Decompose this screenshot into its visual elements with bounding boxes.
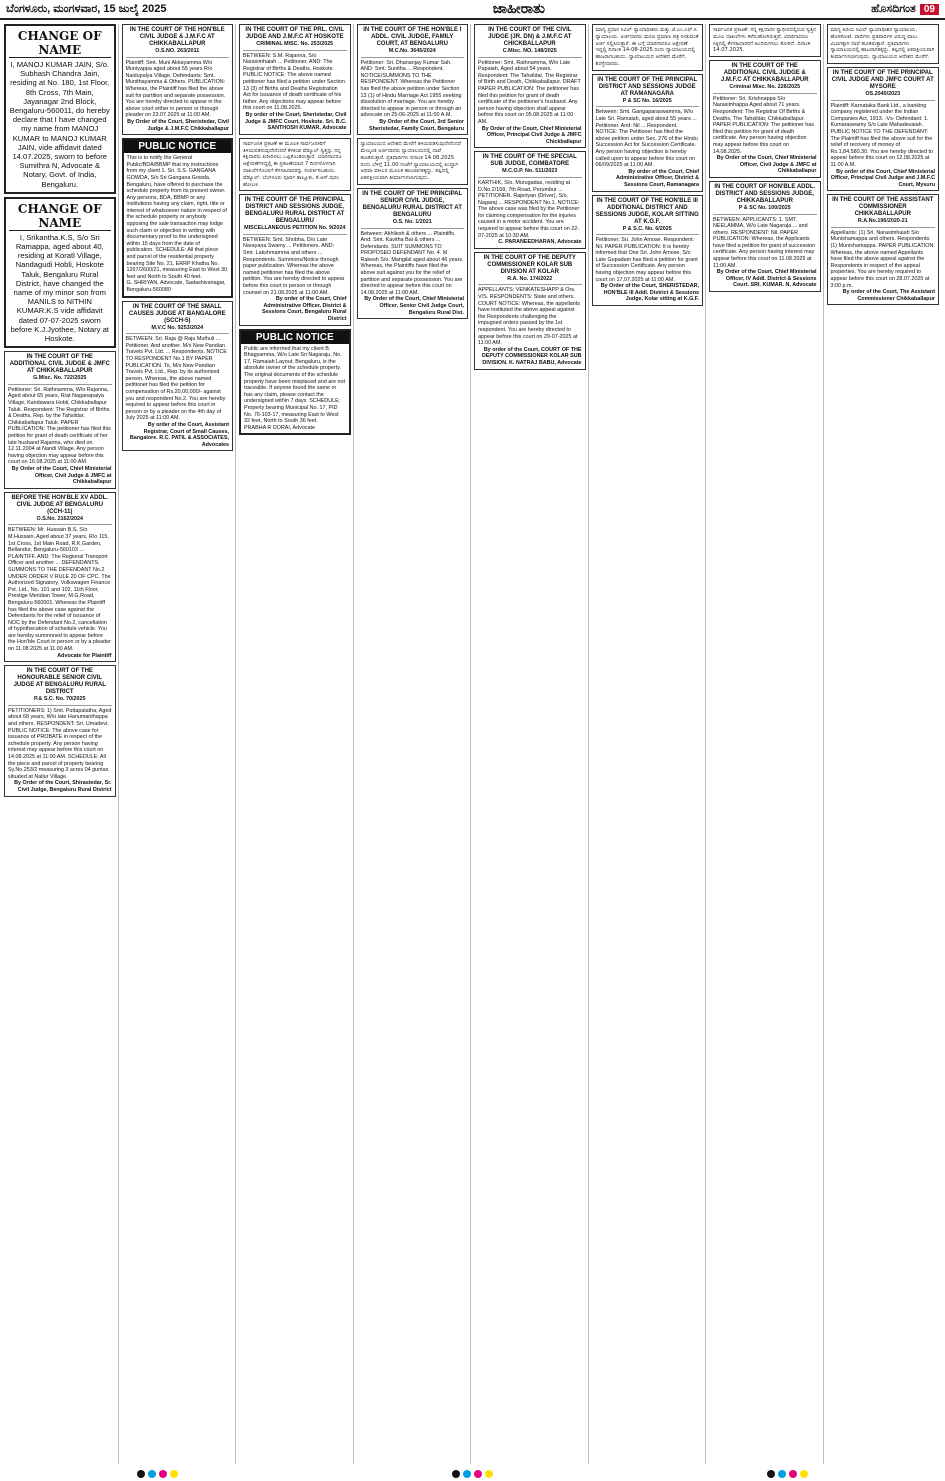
magenta-dot <box>474 1470 482 1478</box>
notice-heading: Criminal Misc. No. 226/2025 <box>729 84 801 91</box>
notice-body: Public are informed that my client B. Bhagyamma, W/o Late Sri Nagaraju, No. 17, Ramaiah Layout, Bengaluru, is the absolute owner of the schedule property. The original documents of the schedule property have been misplaced and are not traceable. If anyone found the same or has any claim, please contact the undersigned within 7 days. SCHEDULE: Property bearing Municipal No. 17, PID No. 76-103-17, measuring East to West 32 feet, North to South 36 feet. <box>244 345 345 425</box>
notice-signature: By order of the Court, The Assistant Commissioner Chikkaballapur <box>842 289 935 302</box>
notice-heading: IN THE COURT OF THE PRINCIPAL DISTRICT AND SESSIONS JUDGE, BENGALURU RURAL DISTRICT AT BENGALURU <box>244 197 345 225</box>
color-marks-right <box>767 1470 808 1478</box>
court-notice <box>827 194 940 305</box>
notice-heading: P & SC No. 100/2025 <box>738 204 791 211</box>
column-4 <box>357 24 472 1464</box>
color-marks-left <box>137 1470 178 1478</box>
notice-signature: By order of the Court, Sheristedar, Civil Judge & JMFC Court, Hoskote. Sri. B.C. SANTHOSH KUMAR, Advocate <box>244 111 347 132</box>
notice-signature: By Order of the Court, 3rd Senior Sheristedar, Family Court, Bengaluru <box>369 118 464 132</box>
kannada-notice <box>709 24 821 57</box>
notice-heading: OS.2040/2023 <box>865 90 901 97</box>
court-notice <box>474 151 586 249</box>
notice-signature: C. PARANEEDHARAN, Advocate <box>498 239 582 246</box>
notice-heading: O.S.NO. 263/2011 <box>155 48 200 54</box>
notice-divider <box>596 106 700 107</box>
color-marks-center <box>452 1470 493 1478</box>
notice-heading: M.C.O.P. No. 511/2023 <box>502 168 558 175</box>
notice-heading: CRIMINAL MISC. No. 253/2025 <box>256 41 334 47</box>
notice-heading: IN THE COURT OF THE HON'BLE I ADDL. CIVIL JUDGE, FAMILY COURT, AT BENGALURU <box>363 27 462 47</box>
column-2 <box>122 24 237 1464</box>
notice-body: APPELLANTS: VENKATESHAPP & Ors. V/S. RESPONDENTS: State and others. COURT NOTICE: Whereas, the appellants have instituted the above appeal against the Respondents challenging the impugned orders passed by the 1st respondent. You are hereby directed to appear before this court on 29-07-2025 at 11:00 AM. <box>478 287 580 347</box>
masthead-date: ಬೆಂಗಳೂರು, ಮಂಗಳವಾರ, 15 ಜುಲೈ 2025 <box>6 2 167 15</box>
notice-body: ನ್ಯಾಯಾಲಯದ ಆದೇಶದ ಮೇರೆಗೆ ತಿಳಿಯಪಡಿಸುವುದೇನೆಂದರೆ ಮೇಲ್ಕಂಡ ಅರ್ಜಿದಾರರು ನ್ಯಾಯಾಲಯದಲ್ಲಿ ದಾವೆ ಹೂಡಿರುತ್ತಾರೆ. ಪ್ರತಿವಾದಿಗಳು ದಿನಾಂಕ 14.08.2025 ರಂದು ಬೆಳಿಗ್ಗೆ 11.00 ಗಂಟೆಗೆ ನ್ಯಾಯಾಲಯದಲ್ಲಿ ಖುದ್ದಾಗಿ ಅಥವಾ ವಕೀಲರ ಮೂಲಕ ಹಾಜರಾಗತಕ್ಕದ್ದು. ತಪ್ಪಿದಲ್ಲಿ ಏಕಪಕ್ಷೀಯವಾಗಿ ತೀರ್ಮಾನಿಸಲಾಗುವುದು. <box>360 141 461 182</box>
notice-divider <box>831 100 936 101</box>
notice-signature: By order of the Court, Chief Administrative Officer, District & Sessions Court, Ramanagara <box>616 168 699 188</box>
cyan-dot <box>148 1470 156 1478</box>
notice-body: Appellants: (1) Sri. Narasimhaiah S/o Munishamappa and others. Respondents: (1) Munishamappa. PAPER PUBLICATION: Whereas, the above named Appellants have filed the above appeal against the Respondents in respect of the appeal properties. You are hereby required to appear before this court on 28.07.2025 at 3:00 p.m. <box>830 229 935 289</box>
notice-body: Between: Akhilesh & others ... Plaintiffs. And: Smt. Kavitha Bai & others ... Defendants. SUIT SUMMONS TO PROPOSED DEFENDANT No. 4. M. Rakesh S/o. Mangilal aged about 46 years. Whereas, the Plaintiffs have filed the above suit against you for the relief of partition and separate possession. You are directed to appear before this court on 14.08.2025 at 11:00 AM. <box>360 230 464 296</box>
notice-heading: BEFORE THE HON'BLE XV ADDL. CIVIL JUDGE AT BENGALURU (CCH-11) <box>11 494 109 515</box>
notice-signature: By Order of the Court, Chief Ministerial Officer, Senior Civil Judge Court, Bengaluru Rural Dist. <box>364 296 464 316</box>
notice-signature: By Order of the Court, Chief Ministerial Officer, IV Addl. District & Sessions Court. SRI. KUMAR. N, Advocate <box>716 269 817 289</box>
notice-heading: IN THE COURT OF THE ADDITIONAL CIVIL JUDGE & J.M.F.C AT CHIKKABALLAPUR <box>720 63 809 84</box>
notice-heading: IN THE COURT OF THE PRINCIPAL SENIOR CIVIL JUDGE, BENGALURU RURAL DISTRICT AT BENGALURU <box>362 190 463 218</box>
notice-heading: IN THE COURT OF THE HONOURABLE SENIOR CIVIL JUDGE AT BENGALURU RURAL DISTRICT <box>13 668 106 696</box>
masthead-paper-name: ಜಾಹೀರಾತು <box>492 1 545 17</box>
notice-divider <box>243 50 347 51</box>
notice-heading: M.C.No. 3645/2024 <box>388 48 436 54</box>
column-3 <box>239 24 354 1464</box>
notice-title: CHANGE OF NAME <box>9 202 111 231</box>
kannada-notice <box>592 24 704 71</box>
notice-body: BETWEEN: Mr. Hussain B.S, S/o M.Hussain, Aged about 37 years, R/o 115, 1st Cross, 1st Main Road, R.K.Garden, Bellandur, Bengaluru-560103 ... PLAINTIFF. AND: The Regional Transport Officer and another ... DEFENDANTS. SUMMONS TO THE DEFENDANT No.2 UNDER ORDER V RULE 20 OF CPC. The Authorized Signatory, Volkswagen Finance Pvt. Ltd., No. 101 and 102, 11th Floor, Prestige Meridian Tower, M.G.Road, Bengaluru-560001. Whereas the Plaintiff has filed the above case against the Defendants for the relief of issuance of NOC by the Defendant No.2, cancellation of hypothecation of schedule vehicle. You are hereby summoned to appear before the Hon'ble Court in person or by a pleader on 11.08.2025 at 11.00 AM. <box>8 527 111 653</box>
notices-page <box>4 24 941 1464</box>
notice-signature: By Order of the Court, SHERISTEDAR, HON'BLE III Addl. District & Sessions Judge, Kolar sitting at K.G.F. <box>600 283 699 303</box>
notice-body: Petitioner: Sri. Krishnappa S/o Narasimhappa Aged about 71 years. Respondent: The Registrar Of Births & Deaths, The Tahsildar, Chikkaballapur. PAPER PUBLICATION: The petitioner has filed this petition for grant of death certificate. Any person having objection may appear before this court on 14.08.2025. <box>713 95 814 155</box>
notice-signature: PRABHA R DORAI, Advocate <box>244 424 316 431</box>
notice-title: CHANGE OF NAME <box>9 29 111 58</box>
notice-divider <box>361 57 465 58</box>
notice-heading: R.A.No.196/2020-21 <box>857 218 908 225</box>
court-notice <box>474 24 586 148</box>
notice-body: Plaintiff: Smt. Muni Akkayamma W/o Muniyappa aged about 55 years R/o Naidupalya Village. Defendants: Smt. Munithayamma & Others. PUBLICATION: Whereas, the Plaintiff has filed the above suit for partition and separate possession. You are hereby directed to appear in the above court either in person or through pleader on 23.07.2025 at 11:00 AM. <box>125 59 226 119</box>
court-notice <box>4 351 116 489</box>
court-notice <box>239 24 351 135</box>
court-notice <box>592 74 704 192</box>
notice-signature: By Order of the Court, Sheristedar, Civil Judge & J.M.F.C Chikkaballapur <box>127 118 229 132</box>
notice-body: Petitioner: Sri. Rathnamma, W/o Rajanna, Aged about 65 years, R/at Naganapalya Village, Kandawara Hobli, Chikkaballapur Taluk. Respondent: The Registrar of Births & Deaths, Rep. by the Tahsildar, Chikkaballapur Taluk. PAPER PUBLICATION: The petitioner has filed this petition for grant of death certificate of her late husband Rajanna, who died on 12.11.2004 at Nandi Village. Any person having objection may appear before this court on 16.08.2025 at 11:00 AM. <box>8 386 111 466</box>
notice-signature: By order of the Court, Assistant Registrar, Court of Small Causes, Bangalore. R.C. PATIL & ASSOCIATES, Advocates <box>129 421 229 448</box>
masthead-right <box>871 3 939 16</box>
notice-body: Plaintiff: Karnataka Bank Ltd., a banking company registered under the Indian Companies Act, 1913. -Vs- Defendant: 1. Kumaraswamy S/o Late Mahadevaiah. PUBLIC NOTICE TO THE DEFENDANT: The Plaintiff has filed the above suit for the relief of recovery of money of Rs.1,84,580.30. You are hereby directed to appear before this court on 12.08.2025 at 11.00 A.M. <box>830 102 933 168</box>
court-notice <box>474 252 586 370</box>
notice-heading: IN THE COURT OF THE HON'BLE III ADDITIONAL DISTRICT AND SESSIONS JUDGE, KOLAR SITTING AT K.G.F. <box>595 197 699 225</box>
notice-heading: M.V.C No. 9253/2024 <box>151 324 204 331</box>
notice-signature: By Order of the Court, Shirastedar, Sr. Civil Judge, Bengaluru Rural District <box>14 780 112 793</box>
notice-signature: Advocate for Plaintiff <box>57 652 112 659</box>
magenta-dot <box>159 1470 167 1478</box>
masthead <box>0 0 945 20</box>
notice-heading: IN THE COURT OF THE CIVIL JUDGE (JR. DN) & J.M.F.C AT CHICKBALLAPUR <box>488 27 572 47</box>
notice-heading: IN THE COURT OF THE SMALL CAUSES JUDGE AT BANGALORE (SCCH-5) <box>128 303 226 324</box>
column-1 <box>4 24 119 1464</box>
court-notice <box>239 194 351 325</box>
notice-heading: C.Misc. NO. 148/2025 <box>502 48 557 54</box>
notice-heading: IN THE COURT OF THE HON'BLE CIVIL JUDGE & J.M.F.C AT CHIKKABALLAPUR <box>129 27 225 47</box>
notice-heading: P & S.C. No. 6/2025 <box>622 225 672 232</box>
notice-body: BETWEEN: S.M. Rajanna, S/o Narasimhaiah ... Petitioner. AND: The Registrar of Births & Deaths, Hoskote. PUBLIC NOTICE: The above named petitioner has filed a petition under Section 13 (3) of Births and Deaths Registration Act for issuance of death certificate of his father. Any objections may appear before this court on 11.08.2025. <box>243 52 345 112</box>
notice-body: ಮಾನ್ಯ ಪ್ರಧಾನ ಸಿವಿಲ್ ನ್ಯಾಯಾಧೀಶರು ಮತ್ತು ಜೆ.ಎಂ.ಎಫ್.ಸಿ ನ್ಯಾಯಾಲಯ. ಅರ್ಜಿದಾರರು ಮರಣ ಪ್ರಮಾಣ ಪತ್ರ ನೀಡುವಂತೆ ಅರ್ಜಿ ಸಲ್ಲಿಸಿರುತ್ತಾರೆ. ಈ ಬಗ್ಗೆ ಯಾರಿಗಾದರೂ ಆಕ್ಷೇಪಣೆ ಇದ್ದಲ್ಲಿ ದಿನಾಂಕ 14-08-2025 ರಂದು ನ್ಯಾಯಾಲಯದಲ್ಲಿ ಹಾಜರಾಗಬಹುದು. ನ್ಯಾಯಾಲಯದ ಆದೇಶದ ಮೇರೆಗೆ, ಶಿರಸ್ತೇದಾರರು. <box>595 27 699 67</box>
column-6 <box>592 24 707 1464</box>
notice-body: Petitioner: Smt. Rathnamma, W/o Late Papaiah, Aged about 54 years. Respondent: The Tahsildar, The Registrar of Birth and Death, Chikkaballapur. DRAFT PAPER PUBLICATION: The petitioner has filed this petition for grant of death certificate of the petitioner's husband. Any person having objection shall appear before this court on 05.08.2025 at 11:00 AM. <box>478 59 581 125</box>
change-of-name-notice <box>4 197 116 348</box>
notice-body: BETWEEN: Sri. Raja @ Raju Muthuli ... Petitioner. And another. M/s New Pandian Travels Pvt. Ltd. ... Respondents. NOTICE TO RESPONDENT No.1 BY PAPER PUBLICATION. To, M/s New Pandian Travels Pvt. Ltd., Rep. by its authorized person. Whereas, the above named petitioner has filed the petition for compensation of Rs.20,00,000/- against you and respondent No.2. You are hereby required to appear before this court in person or by a pleader on the 4th day of July 2025 at 11:00 AM. <box>125 336 227 422</box>
notice-heading: MISCELLANEOUS PETITION No. 9/2024 <box>244 225 346 232</box>
masthead-right-label: ಹೊಸದಿಗಂತ <box>871 2 916 15</box>
court-notice <box>122 301 234 452</box>
notice-heading: IN THE COURT OF THE SPECIAL SUB JUDGE, COIMBATORE <box>482 154 577 168</box>
notice-heading: O.S. No. 1/2021 <box>392 218 432 225</box>
notice-body: I, Srikantha.K.S, S/o Sri Ramappa, aged about 40, residing at Koratl Village, Nandagudi Hobli, Hoskote Taluk, Bengaluru Rural District, have changed the name of my minor son from MANILS to NITHIN KUMAR.K.S vide affidavit dated 07-07-2025 sworn before K.J.Jyothee, Notary at Hoskote. <box>10 232 109 344</box>
notice-signature: G. SHRIYAN, Advocate, Sadashivanagar, Bengaluru-560080 <box>126 280 226 293</box>
notice-body: Petitioner: Sri. Dhananjay Kumar Sah. AND: Smt. Sunitha ... Respondent. NOTICE/SUMMONS TO THE RESPONDENT. Whereas the Petitioner has filed the above petition under Section 13 (1) of Hindu Marriage Act 1955 seeking dissolution of marriage. You are hereby directed to appear in person or through an advocate on 25-06-2025 at 11:00 A.M. <box>360 59 462 119</box>
black-dot <box>137 1470 145 1478</box>
notice-signature: By Order of the Court, Chief Ministerial Officer, Civil Judge & JMFC at Chikkaballapur <box>716 155 817 175</box>
notice-divider <box>478 57 582 58</box>
court-notice <box>4 665 116 796</box>
notice-signature: By Order of the Court, Chief Ministerial Officer, Principal Civil Judge & JMFC Chickballapur <box>481 125 582 145</box>
notice-body: Petitioner: Sri. John Amose. Respondent: Nil. PAPER PUBLICATION: It is hereby informed that One Sri. John Amose, S/o Late Gupadam has filed a petition for grant of Succession Certificate. Any person having objection may appear before this court on 17.07.2025 at 11:00 AM. <box>595 237 698 283</box>
yellow-dot <box>170 1470 178 1478</box>
notice-body: I, MANOJ KUMAR JAIN, S/o. Subhash Chandra Jain, residing at No. 180, 1st Floor, 8th Cross, 7th Main, Jayanagar 2nd Block, Bengaluru-560011, do hereby declare that I have changed my name from MANOJ KUMAR to MANOJ KUMAR JAIN, vide affidavit dated 14.07.2025, sworn to before Sumithra N, Advocate & Notary, Govt. of India, Bengaluru. <box>9 60 110 189</box>
kannada-notice <box>239 138 351 192</box>
court-notice <box>709 60 821 178</box>
notice-body: BETWEEN: Smt. Shobha, D/o Late Narayana Swamy ... Petitioners. AND: Smt. Lakshmamma and others ... Respondents. Summons/Notice through paper publication. Whereas the above named petitioner has filed the above petition. You are hereby directed to appear before this court in person or through counsel on 21.08.2025 at 11:00 AM. <box>243 236 345 296</box>
notice-heading: O.S.No. 2162/2024 <box>36 515 83 522</box>
cyan-dot <box>463 1470 471 1478</box>
notice-signature: By order of the Court, Chief Ministerial Officer, Principal Civil Judge and J.M.F.C Court, Mysuru <box>830 168 935 188</box>
notice-heading: IN THE COURT OF THE PRL. CIVIL JUDGE AND J.M.F.C AT HOSKOTE <box>245 27 345 40</box>
notice-divider <box>8 705 112 706</box>
notice-divider <box>713 214 817 215</box>
black-dot <box>452 1470 460 1478</box>
public-notice <box>122 138 234 297</box>
notice-divider <box>243 234 347 235</box>
notice-body: ಸಾರ್ವಜನಿಕ ಪ್ರಕಟಣೆ ಈ ಮೂಲಕ ಸಾರ್ವಜನಿಕರಿಗೆ ತಿಳಿಯಪಡಿಸುವುದೇನೆಂದರೆ ಕೆಳಕಂಡ ಷೆಡ್ಯೂಲ್ ಸ್ವತ್ತನ್ನು ನನ್ನ ಕಕ್ಷಿದಾರರು ಖರೀದಿಸಲು ಒಪ್ಪಿಕೊಂಡಿರುತ್ತಾರೆ. ಯಾರಿಗಾದರೂ ಆಕ್ಷೇಪಣೆಗಳಿದ್ದಲ್ಲಿ ಈ ಪ್ರಕಟಣೆಯಾದ 7 ದಿನಗಳೊಳಗಾಗಿ ದಾಖಲೆಗಳೊಂದಿಗೆ ಕೆಳಸಹಿದಾರರನ್ನು ಸಂಪರ್ಕಿಸಬಹುದು. ಷೆಡ್ಯೂಲ್: ಬೆಂಗಳೂರು ಪೂರ್ವ ತಾಲ್ಲೂಕು, ಕೆ.ಆರ್.ಪುರಂ ಹೋಬಳಿ. <box>243 140 342 188</box>
notice-divider <box>596 234 700 235</box>
court-notice <box>357 24 469 135</box>
column-5 <box>474 24 589 1464</box>
notice-heading: G.Misc. No. 722/2025 <box>33 375 87 382</box>
black-dot <box>767 1470 775 1478</box>
notice-divider <box>126 333 230 334</box>
notice-body: ಸಾರ್ವಜನಿಕ ಪ್ರಕಟಣೆ: ನನ್ನ ಕಕ್ಷಿದಾರರ ಸ್ವಾಧೀನದಲ್ಲಿರುವ ಸ್ವತ್ತಿನ ಮೂಲ ದಾಖಲೆಗಳು ಕಳೆದುಹೋಗಿರುತ್ತವೆ. ಯಾರಿಗಾದರೂ ಸಿಕ್ಕಿದಲ್ಲಿ ಕೆಳಸಹಿದಾರರಿಗೆ ಹಿಂದಿರುಗಿಸಲು ಕೋರಿದೆ. ದಿನಾಂಕ 14.07.2025. <box>713 27 817 54</box>
notice-divider <box>713 93 817 94</box>
notice-heading: IN THE COURT OF HON'BLE ADDL. DISTRICT AND SESSIONS JUDGE, CHIKKABALLAPUR <box>714 183 816 204</box>
notice-heading: P & SC No. 16/2025 <box>622 97 672 104</box>
court-notice <box>592 195 704 307</box>
notice-divider <box>831 227 936 228</box>
public-notice <box>239 329 351 436</box>
column-7 <box>709 24 824 1464</box>
notice-heading: IN THE COURT OF THE DEPUTY COMMISSIONER KOLAR SUB DIVISION AT KOLAR <box>483 254 576 275</box>
notice-heading: IN THE COURT OF THE PRINCIPAL CIVIL JUDGE AND JMFC COURT AT MYSORE <box>831 69 934 90</box>
yellow-dot <box>485 1470 493 1478</box>
court-notice <box>827 67 940 191</box>
notice-divider <box>8 384 112 385</box>
court-notice <box>709 181 821 292</box>
notice-signature: By order of the Court, Chief Administrative Officer, District & Sessions Court, Bengaluru Rural District <box>262 296 347 323</box>
notice-body: KARTHIK, S/o. Murugadas, residing at D.No.2/168, 7th Road, Perumbur ... PETITIONER. Rajeriyan (Driver), S/o. Nagaraj ... RESPONDENT No.1. NOTICE: The above case was filed by the Petitioner for claiming compensation for the injuries caused in a motor accident. You are required to appear before this court on 22-07-2025 at 10:30 AM. <box>478 179 580 239</box>
notice-title: PUBLIC NOTICE <box>241 331 349 344</box>
notice-body: ಮಾನ್ಯ ಹಿರಿಯ ಸಿವಿಲ್ ನ್ಯಾಯಾಧೀಶರ ನ್ಯಾಯಾಲಯ, ಹೊಸಕೋಟೆ. ವಾದಿಗಳು ಪ್ರತಿವಾದಿಗಳ ವಿರುದ್ಧ ಪಾಲು ವಿಭಾಗಕ್ಕಾಗಿ ದಾವೆ ಹೂಡಿರುತ್ತಾರೆ. ಪ್ರತಿವಾದಿಗಳು ನ್ಯಾಯಾಲಯದಲ್ಲಿ ಹಾಜರಾಗತಕ್ಕದ್ದು. ತಪ್ಪಿದಲ್ಲಿ ಏಕಪಕ್ಷೀಯವಾಗಿ ತೀರ್ಮಾನಿಸಲಾಗುವುದು. ನ್ಯಾಯಾಲಯದ ಆದೇಶದ ಮೇರೆಗೆ. <box>830 27 935 61</box>
notice-heading: IN THE COURT OF THE ADDITIONAL CIVIL JUDGE & JMFC AT CHIKKABALLAPUR <box>9 354 110 375</box>
notice-heading: P.& S.C. No. 70/2025 <box>34 696 86 703</box>
notice-divider <box>478 177 582 178</box>
notice-heading: R.A. No. 174/2022 <box>507 275 553 282</box>
kannada-notice <box>357 138 469 185</box>
notice-body: BETWEEN: APPLICANTS: 1. SMT. NEELAMMA, W/o Late Nagaraja ... and others. RESPONDENT: Nil. PAPER PUBLICATION: Whereas, the Applicants have filed a petition for grant of succession certificate. Any person having interest may appear before this court on 11.08.2025 at 11:00 AM. <box>713 216 816 269</box>
court-notice <box>4 492 116 662</box>
change-of-name-notice <box>4 24 116 194</box>
print-registration-marks <box>0 1466 945 1481</box>
column-8 <box>827 24 942 1464</box>
notice-divider <box>361 228 465 229</box>
cyan-dot <box>778 1470 786 1478</box>
notice-title: PUBLIC NOTICE <box>124 140 232 153</box>
notice-divider <box>478 284 582 285</box>
notice-divider <box>8 524 112 525</box>
yellow-dot <box>800 1470 808 1478</box>
notice-body: PETITIONERS: 1) Smt. Puttapalatha, Aged about 68 years, W/o late Hanumanthappa and others. RESPONDENT: Sri. Umadevi. PUBLIC NOTICE: The above case for issuance of PROBATE in respect of the schedule property. Any person having interest may appear before this court on 14.08.2025 at 11:00 AM. SCHEDULE: All the piece and parcel of property bearing Sy.No.253/2 measuring 3 acres 04 guntas situated at Nallur Village. <box>8 707 112 780</box>
magenta-dot <box>789 1470 797 1478</box>
page-number: 09 <box>920 4 939 15</box>
court-notice <box>122 24 234 135</box>
notice-body: This is to notify the General Public/BDA/BBMP that my instructions from my client 1. Sri. S.S. GANGANA GOWDA, S/o Sri Gangana Gowda, Bengaluru, have offered to purchase the schedule property from its present owner. Any persons, BDA, BBMP or any institutions having any claim, right, title or interest of whatsoever nature in respect of the schedule property or anybody opposing the sale transaction may lodge such claim or objection in writing with documentary proof to the undersigned within 15 days from the date of publication. SCHEDULE: All that piece and parcel of the residential property bearing Site No. 21, ERRP Khatha No. 1267/2600/21, measuring East to West 30 feet and North to South 40 feet. <box>126 155 228 280</box>
court-notice <box>357 188 469 319</box>
notice-signature: By order of the Court, COURT OF THE DEPUTY COMMISSIONER KOLAR SUB DIVISION. K. NATRAJ BABU, Advocate <box>481 346 582 366</box>
notice-divider <box>126 57 230 58</box>
notice-heading: IN THE COURT OF THE PRINCIPAL DISTRICT AND SESSIONS JUDGE AT RAMANAGARA <box>597 76 698 97</box>
kannada-notice <box>827 24 940 64</box>
notice-signature: By Order of the Court, Chief Ministerial Officer, Civil Judge & JMFC at Chikkaballapur <box>11 466 112 486</box>
notice-heading: IN THE COURT OF THE ASSISTANT COMMISSIONER CHIKKABALLAPUR <box>832 197 934 218</box>
notice-body: Between: Smt. Gangaparaswamma, W/o Late Sri. Ramaiah, aged about 55 years ... Petitioner. And: Nil ... Respondent. NOTICE: The Petitioner has filed the above petition under Sec. 276 of the Hindu Succession Act for Succession Certificate. Any person having objection is hereby called upon to appear before this court on 06/09/2025 at 11:00 AM. <box>595 109 698 169</box>
